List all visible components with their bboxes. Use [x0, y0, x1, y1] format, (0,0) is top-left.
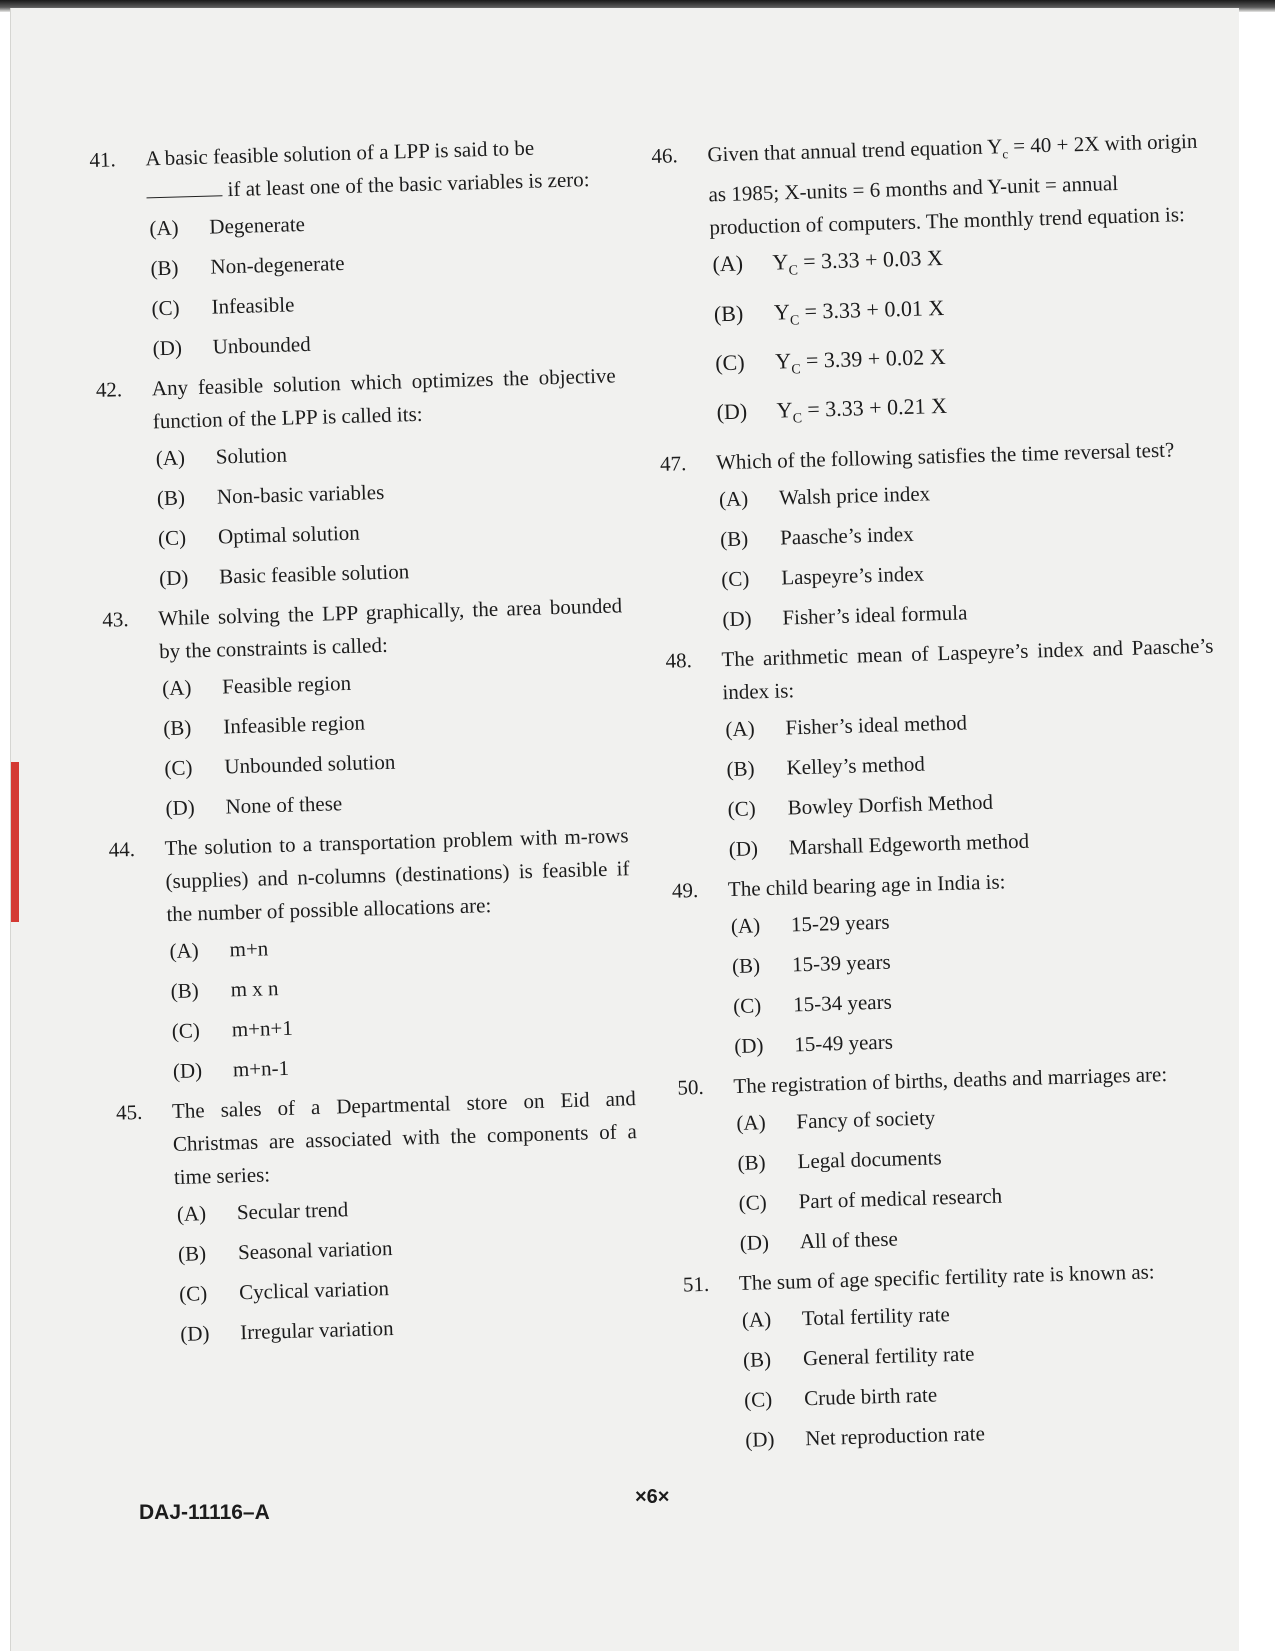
question-48	[665, 629, 1219, 870]
option-c: (C) Crude birth rate	[743, 1382, 938, 1412]
option-b: (B) Non-degenerate	[150, 250, 345, 281]
options-list	[155, 425, 621, 598]
question-number: 49.	[671, 877, 699, 903]
question-number: 43.	[101, 607, 129, 632]
option-b: (B) Paasche’s index	[719, 521, 914, 551]
option-c: (C) Infeasible	[151, 292, 295, 321]
options-list	[162, 655, 628, 828]
question-41	[89, 129, 615, 369]
question-44	[108, 819, 635, 1092]
question-text: The sales of a Departmental store on Eid and Christmas are associated with the components of a time series:	[171, 1086, 638, 1190]
question-number: 44.	[108, 836, 136, 862]
options-list	[741, 1286, 1235, 1460]
question-text: While solving the LPP graphically, the area bounded by the constraints is called:	[157, 593, 623, 664]
question-text: The sum of age specific fertility rate is known as:	[738, 1259, 1155, 1295]
option-d: (D) Net reproduction rate	[744, 1420, 986, 1452]
option-a: (A) Solution	[155, 442, 288, 471]
option-b: (B) Legal documents	[737, 1145, 942, 1175]
option-d: (D) $Y_C = 3.33 + 0.21$ X	[716, 393, 948, 427]
option-d: (D) Unbounded	[152, 331, 312, 361]
option-c: (C) 15-34 years	[732, 989, 893, 1018]
option-d: (D) Marshall Edgeworth method	[728, 828, 1030, 861]
question-50	[677, 1056, 1230, 1264]
option-a: (A) Total fertility rate	[741, 1301, 951, 1332]
question-text: Any feasible solution which optimizes the objective function of the LPP is called its:	[151, 363, 617, 434]
options-list	[730, 892, 1224, 1066]
question-text: The registration of births, deaths and marriages are:	[733, 1061, 1168, 1098]
options-list	[736, 1089, 1230, 1263]
question-49	[672, 859, 1225, 1067]
question-47	[660, 432, 1213, 640]
option-a: (A) Fisher’s ideal method	[725, 710, 968, 741]
options-list	[169, 918, 635, 1091]
option-d: (D) Basic feasible solution	[158, 559, 410, 591]
option-c: (C) Bowley Dorfish Method	[727, 789, 994, 821]
question-text: Given that annual trend equation $Y_c = 40 + 2X$ with origin as 1985; X-units = 6 months and Y-unit = annual production of computers. The monthly trend equation is:	[707, 128, 1198, 240]
options-list	[725, 695, 1219, 869]
option-c: (C) Cyclical variation	[178, 1276, 390, 1306]
option-c: (C) Laspeyre’s index	[720, 561, 925, 591]
option-a: (A) Fancy of society	[736, 1105, 936, 1135]
question-number: 51.	[682, 1271, 710, 1297]
options-list	[712, 231, 1207, 442]
question-text: Which of the following satisfies the time reversal test?	[715, 437, 1175, 475]
option-d: (D) Fisher’s ideal formula	[722, 600, 968, 631]
question-number: 45.	[115, 1099, 143, 1125]
options-list	[149, 195, 615, 368]
question-number: 47.	[659, 450, 687, 476]
question-46	[651, 125, 1207, 444]
option-c: (C) m+n+1	[171, 1015, 294, 1044]
option-c: (C) Unbounded solution	[164, 749, 396, 781]
option-c: (C) Optimal solution	[157, 520, 361, 551]
options-list	[718, 465, 1212, 639]
options-list	[176, 1181, 642, 1354]
booklet-code: DAJ-11116–A	[139, 1501, 270, 1524]
option-a: (A) Walsh price index	[718, 481, 931, 511]
option-b: (B) Kelley’s method	[726, 751, 926, 781]
option-a: (A) Feasible region	[161, 670, 352, 701]
question-text: The solution to a transportation problem with m-rows (supplies) and n-columns (destinations) is feasible if the number of possible allocations are:	[164, 823, 630, 927]
question-43	[102, 589, 628, 829]
option-b: (B) General fertility rate	[742, 1341, 975, 1372]
exam-page	[10, 8, 1239, 1651]
option-b: (B) Seasonal variation	[177, 1235, 393, 1266]
question-51	[683, 1253, 1236, 1461]
left-column	[89, 129, 643, 1359]
option-a: (A) 15-29 years	[730, 909, 890, 938]
option-b: (B) $Y_C = 3.33 + 0.01$ X	[713, 294, 945, 329]
question-number: 41.	[89, 147, 117, 172]
option-a: (A) Degenerate	[149, 212, 306, 241]
option-a: (A) Secular trend	[176, 1197, 349, 1226]
option-b: (B) 15-39 years	[731, 949, 891, 978]
red-margin-mark	[11, 762, 19, 922]
page-number: ×6×	[635, 1486, 670, 1508]
option-b: (B) m x n	[170, 976, 279, 1004]
option-d: (D) All of these	[739, 1226, 899, 1255]
question-42	[95, 359, 621, 599]
option-a: (A) m+n	[169, 936, 269, 964]
answer-blank	[146, 175, 223, 198]
option-d: (D) None of these	[165, 791, 343, 821]
option-d: (D) Irregular variation	[179, 1315, 394, 1346]
option-c: (C) $Y_C = 3.39 + 0.02$ X	[714, 343, 946, 378]
option-a: (A) $Y_C = 3.33 + 0.03$ X	[712, 245, 944, 279]
question-number: 48.	[665, 647, 693, 673]
question-number: 50.	[677, 1074, 705, 1100]
right-column	[651, 125, 1236, 1466]
option-d: (D) m+n-1	[172, 1055, 290, 1084]
question-text: The child bearing age in India is:	[727, 869, 1006, 901]
question-number: 42.	[95, 377, 123, 402]
question-text: The arithmetic mean of Laspeyre’s index and Paasche’s index is:	[721, 633, 1214, 704]
option-d: (D) 15-49 years	[733, 1029, 894, 1058]
question-number: 46.	[651, 143, 679, 168]
option-b: (B) Infeasible region	[163, 710, 366, 741]
option-c: (C) Part of medical research	[738, 1183, 1003, 1215]
question-45	[116, 1082, 643, 1355]
option-b: (B) Non-basic variables	[156, 479, 385, 511]
question-text: A basic feasible solution of a LPP is said to be if at least one of the basic variables is zero:	[145, 135, 590, 202]
